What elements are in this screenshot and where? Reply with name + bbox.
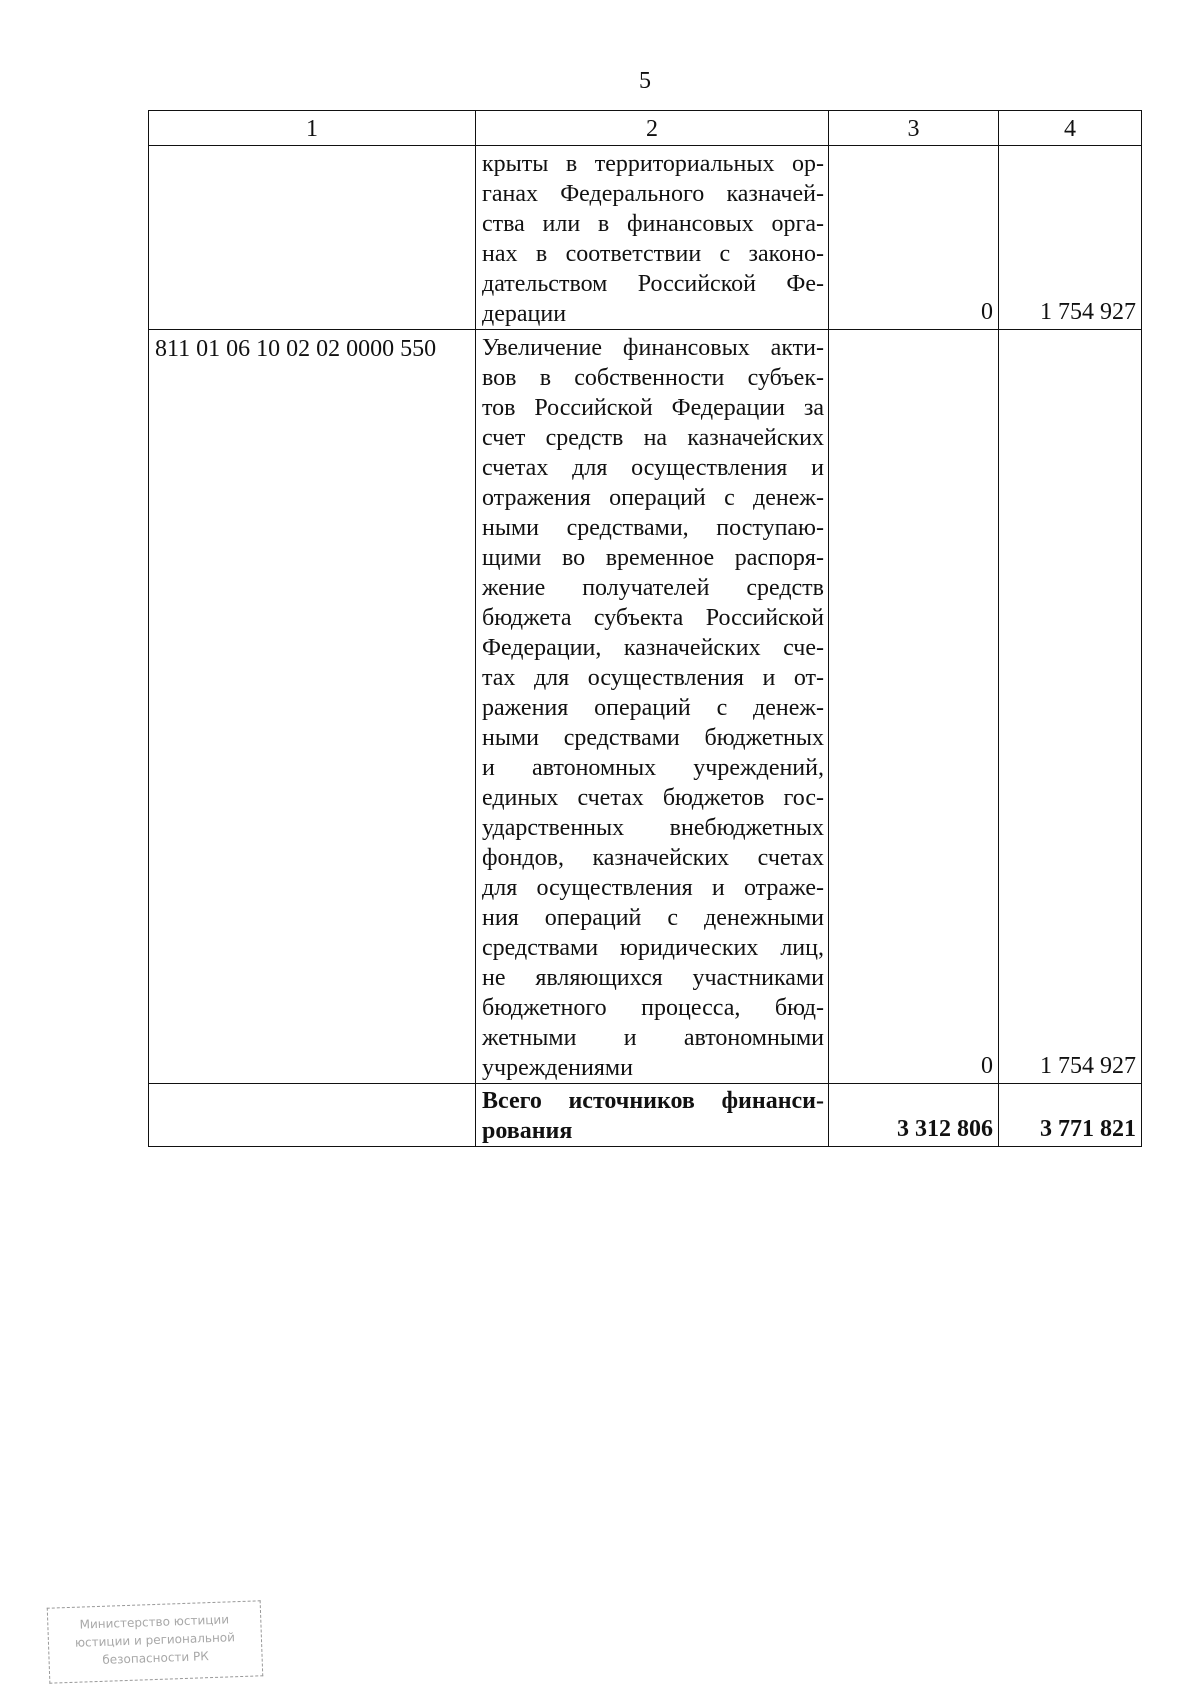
word: автономными (683, 1025, 824, 1051)
word: денеж- (753, 695, 824, 721)
word: соответствии (565, 241, 702, 267)
word: казначейских (592, 845, 730, 871)
description-line (482, 209, 824, 239)
word: внебюджетных (669, 815, 824, 841)
word: лиц, (780, 935, 824, 961)
word: операций (594, 695, 691, 721)
word: субъекта (593, 605, 684, 631)
word: учреждений, (693, 755, 824, 781)
word: от- (793, 665, 824, 691)
word: ния (482, 905, 519, 931)
word: не (482, 965, 506, 991)
description-line: рования (482, 1118, 573, 1144)
word: территориальных (594, 151, 775, 177)
total-col3-cell: 3 312 806 (829, 1084, 999, 1147)
description-line (482, 633, 824, 663)
word: на (643, 425, 668, 451)
description-line (482, 753, 824, 783)
word: жение (482, 575, 546, 601)
word: в (539, 365, 552, 391)
word: с (724, 485, 735, 511)
word: казначейских (623, 635, 761, 661)
word: ными (482, 515, 539, 541)
word: орга- (771, 211, 824, 237)
description-line (482, 873, 824, 903)
header-col-3: 3 (829, 111, 999, 146)
word: крыты (482, 151, 549, 177)
word: Российской (637, 271, 756, 297)
word: Российской (534, 395, 653, 421)
word: осуществления (587, 665, 744, 691)
word: вов (482, 365, 517, 391)
word: Российской (705, 605, 824, 631)
word: средствами, (566, 515, 689, 541)
word: тов (482, 395, 516, 421)
word: Всего (482, 1088, 542, 1114)
registration-stamp (47, 1600, 264, 1683)
word: осуществления (536, 875, 693, 901)
word: для (533, 665, 570, 691)
description-line (482, 573, 824, 603)
description-line (482, 993, 824, 1023)
word: ударственных (482, 815, 625, 841)
word: счетах (482, 455, 549, 481)
description-line (482, 783, 824, 813)
description-line (482, 149, 824, 179)
word: процесса, (641, 995, 741, 1021)
word: собственности (574, 365, 725, 391)
word: и (711, 875, 725, 901)
word: гос- (783, 785, 824, 811)
description-line (482, 843, 824, 873)
table-header-row (149, 111, 1142, 146)
word: казначей- (726, 181, 824, 207)
description-line (482, 1023, 824, 1053)
word: бюджетных (704, 725, 824, 751)
word: счетах (757, 845, 824, 871)
word: единых (482, 785, 559, 811)
description-line (482, 813, 824, 843)
word: фондов, (482, 845, 564, 871)
word: ными (482, 725, 539, 751)
description-line (482, 393, 824, 423)
word: средств (545, 425, 624, 451)
word: отраже- (743, 875, 824, 901)
word: операций (609, 485, 706, 511)
description-line (482, 423, 824, 453)
description-line (482, 513, 824, 543)
description-line (482, 543, 824, 573)
word: и (482, 755, 495, 781)
description-line (482, 963, 824, 993)
word: и (811, 455, 824, 481)
stamp-line: юстиции и региональной (74, 1630, 236, 1650)
word: бюджетов (662, 785, 765, 811)
word: финансовых (626, 211, 754, 237)
word: в (597, 211, 610, 237)
word: и (623, 1025, 637, 1051)
description-cell (476, 146, 829, 330)
word: жетными (482, 1025, 577, 1051)
word: счетах (577, 785, 644, 811)
word: акти- (770, 335, 824, 361)
description-line (482, 179, 824, 209)
word: бюджета (482, 605, 572, 631)
description-line (482, 903, 824, 933)
word: финанси- (721, 1088, 824, 1114)
description-line (482, 603, 824, 633)
word: бюд- (774, 995, 824, 1021)
word: с (716, 695, 728, 721)
word: Федерации, (482, 635, 602, 661)
word: для (572, 455, 608, 481)
word: дательством (482, 271, 608, 297)
word: в (565, 151, 578, 177)
word: ор- (791, 151, 824, 177)
description-line: учреждениями (482, 1055, 633, 1081)
table-row (149, 330, 1142, 1084)
header-col-2: 2 (476, 111, 829, 146)
total-empty-cell (149, 1084, 476, 1147)
word: нах (482, 241, 518, 267)
word: законо- (748, 241, 824, 267)
word: щими (482, 545, 542, 571)
amount-col4-cell: 1 754 927 (999, 330, 1142, 1084)
word: являющихся (535, 965, 663, 991)
amount-col4-cell: 1 754 927 (999, 146, 1142, 330)
word: Федерального (560, 181, 705, 207)
description-line (482, 693, 824, 723)
description-line (482, 269, 824, 299)
financing-sources-table (148, 110, 1142, 1147)
word: средствами (482, 935, 599, 961)
word: участниками (692, 965, 824, 991)
budget-code-cell (149, 146, 476, 330)
word: бюджетного (482, 995, 607, 1021)
word: финансовых (622, 335, 750, 361)
word: Федерации (671, 395, 785, 421)
word: субъек- (747, 365, 824, 391)
total-col4-cell: 3 771 821 (999, 1084, 1142, 1147)
description-line (482, 663, 824, 693)
word: денежными (704, 905, 824, 931)
word: счет (482, 425, 526, 451)
word: в (535, 241, 548, 267)
word: юридических (620, 935, 759, 961)
word: отражения (482, 485, 591, 511)
description-line (482, 239, 824, 269)
word: ражения (482, 695, 569, 721)
word: с (667, 905, 679, 931)
description-line: дерации (482, 301, 567, 327)
word: денеж- (753, 485, 824, 511)
amount-col3-cell: 0 (829, 330, 999, 1084)
word: сче- (783, 635, 824, 661)
header-col-4: 4 (999, 111, 1142, 146)
header-col-1: 1 (149, 111, 476, 146)
description-line (482, 453, 824, 483)
word: средств (746, 575, 824, 601)
description-line (482, 333, 824, 363)
word: временное (605, 545, 715, 571)
page-number: 5 (639, 68, 651, 94)
stamp-line: Министерство юстиции (79, 1612, 230, 1632)
word: Фе- (786, 271, 824, 297)
word: ства (482, 211, 525, 237)
word: за (803, 395, 824, 421)
amount-col3-cell: 0 (829, 146, 999, 330)
description-line (482, 363, 824, 393)
description-line (482, 483, 824, 513)
word: Увеличение (482, 335, 603, 361)
total-row (149, 1084, 1142, 1147)
word: автономных (532, 755, 657, 781)
word: казначейских (687, 425, 824, 451)
word: поступаю- (716, 515, 824, 541)
description-line (482, 1086, 824, 1116)
word: во (561, 545, 586, 571)
word: получателей (582, 575, 710, 601)
total-label-cell (476, 1084, 829, 1147)
word: с (719, 241, 731, 267)
word: средствами (563, 725, 680, 751)
word: источников (568, 1088, 695, 1114)
description-cell (476, 330, 829, 1084)
word: и (762, 665, 776, 691)
word: осуществления (631, 455, 788, 481)
stamp-line: безопасности РК (102, 1649, 209, 1667)
word: распоря- (734, 545, 824, 571)
word: или (542, 211, 581, 237)
word: ганах (482, 181, 538, 207)
word: операций (544, 905, 642, 931)
budget-code-cell: 811 01 06 10 02 02 0000 550 (149, 330, 476, 1084)
word: тах (482, 665, 516, 691)
word: для (482, 875, 518, 901)
description-line (482, 723, 824, 753)
description-line (482, 933, 824, 963)
table-row (149, 146, 1142, 330)
